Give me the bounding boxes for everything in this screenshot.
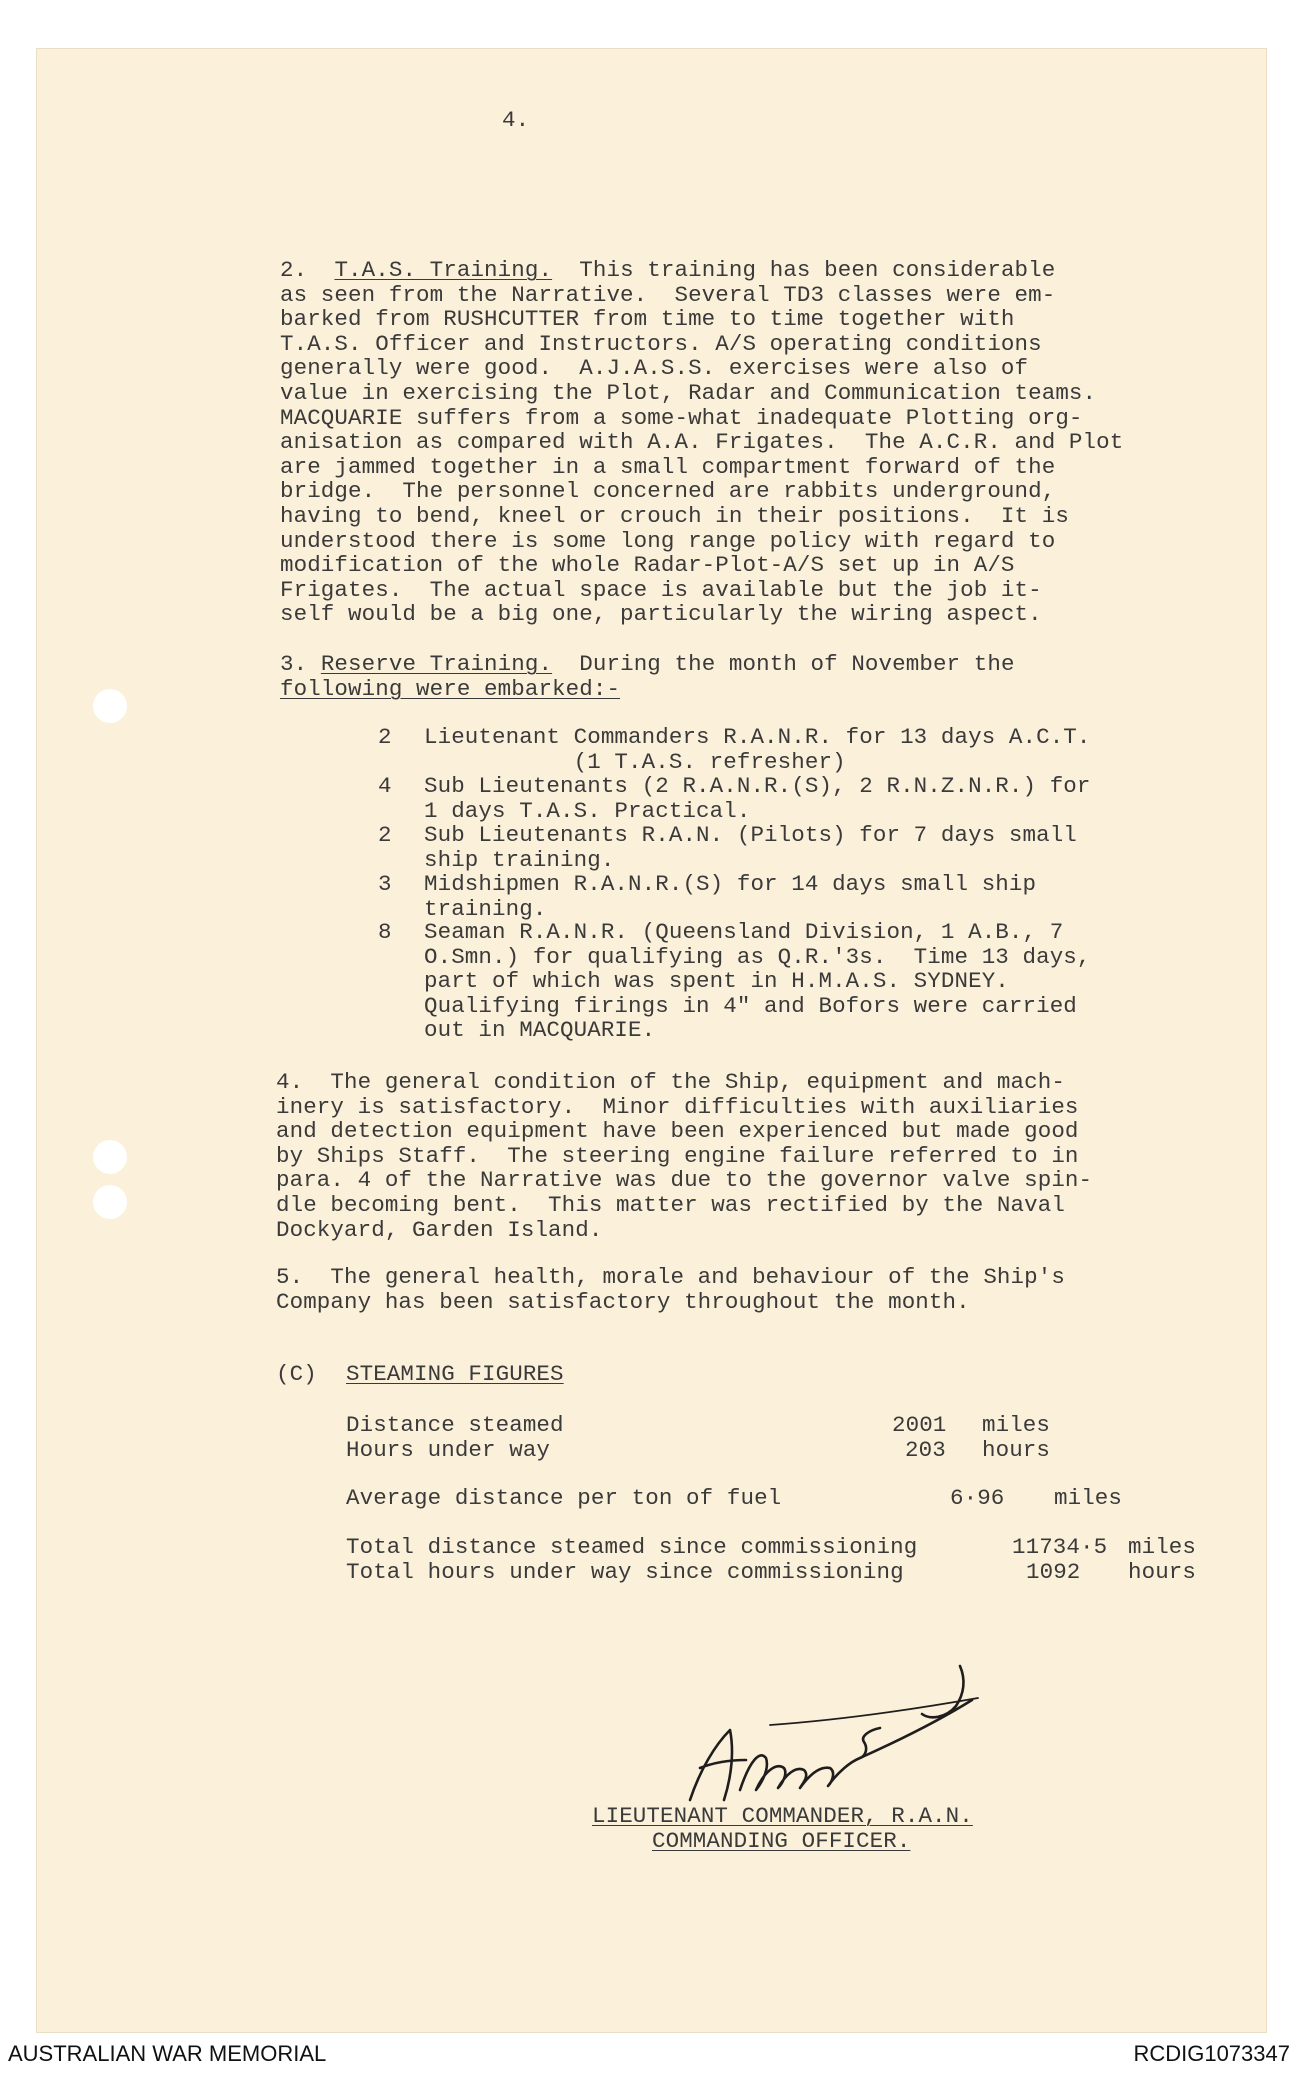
para2-number: 2. (280, 257, 308, 283)
para3-first-line (280, 652, 1015, 677)
steaming-row-unit: hours (1128, 1558, 1197, 1585)
para5-line: Company has been satisfactory throughout the month. (276, 1288, 970, 1315)
steaming-row-label: Hours under way (346, 1436, 551, 1463)
page-number: 4. (502, 107, 530, 133)
steaming-row-label: Average distance per ton of fuel (346, 1485, 782, 1511)
item-line: out in MACQUARIE. (424, 1017, 656, 1044)
para2-body (280, 283, 1123, 627)
steaming-row-unit: miles (1128, 1534, 1197, 1560)
item-count: 2 (378, 724, 392, 750)
para4-line: Dockyard, Garden Island. (276, 1216, 603, 1243)
steaming-row-label: Total distance steamed since commissioning (346, 1534, 918, 1560)
para3-first-line-text: During the month of November the (552, 651, 1015, 677)
item-line: 1 days T.A.S. Practical. (424, 797, 751, 824)
para2-line: generally were good. A.J.A.S.S. exercises were also of (280, 355, 1029, 382)
footer-left: AUSTRALIAN WAR MEMORIAL (8, 2041, 327, 2066)
para3-line2: following were embarked:- (280, 675, 621, 702)
steaming-row-unit: miles (982, 1412, 1051, 1438)
para3-heading: Reserve Training. (320, 651, 553, 677)
para2-heading: T.A.S. Training. (334, 257, 553, 283)
handwritten-signature (660, 1650, 990, 1820)
para2-line: understood there is some long range policy with regard to (280, 527, 1056, 554)
para2-line: as seen from the Narrative. Several TD3 classes were em- (280, 281, 1056, 308)
steaming-row-unit: hours (982, 1436, 1051, 1463)
para5-line: 5. The general health, morale and behaviour of the Ship's (276, 1264, 1065, 1290)
section-label: (C) (276, 1361, 317, 1387)
para4-line: para. 4 of the Narrative was due to the governor valve spin- (276, 1167, 1093, 1194)
para2-line: T.A.S. Officer and Instructors. A/S operating conditions (280, 330, 1042, 357)
para2-line: modification of the whole Radar-Plot-A/S set up in A/S (280, 552, 1015, 579)
signature-rank: LIEUTENANT COMMANDER, R.A.N. (592, 1803, 973, 1829)
item-line: (1 T.A.S. refresher) (424, 748, 846, 775)
item-line: O.Smn.) for qualifying as Q.R.'3s. Time 13 days, (424, 943, 1091, 970)
steaming-row-value: 11734·5 (1012, 1534, 1108, 1560)
para4-line: inery is satisfactory. Minor difficulties with auxiliaries (276, 1093, 1079, 1120)
para2-line: value in exercising the Plot, Radar and Communication teams. (280, 379, 1097, 406)
steaming-row-value: 6·96 (950, 1485, 1005, 1511)
para4-line: by Ships Staff. The steering engine failure referred to in (276, 1142, 1079, 1169)
steaming-row-unit: miles (1054, 1485, 1123, 1511)
item-count: 8 (378, 919, 392, 945)
item-line: part of which was spent in H.M.A.S. SYDNEY. (424, 968, 1009, 995)
para2-line: are jammed together in a small compartment forward of the (280, 453, 1056, 480)
para4-line: 4. The general condition of the Ship, equipment and mach- (276, 1069, 1065, 1095)
item-count: 3 (378, 871, 392, 897)
item-count: 4 (378, 773, 392, 799)
item-line: Qualifying firings in 4" and Bofors were carried (424, 992, 1077, 1019)
signature-role: COMMANDING OFFICER. (652, 1827, 911, 1854)
item-line: Lieutenant Commanders R.A.N.R. for 13 days A.C.T. (424, 724, 1091, 750)
steaming-row-value: 2001 (892, 1412, 947, 1438)
para2-line: bridge. The personnel concerned are rabbits underground, (280, 478, 1056, 505)
punch-hole (93, 689, 127, 723)
steaming-heading: STEAMING FIGURES (346, 1361, 564, 1387)
steaming-row-label: Total hours under way since commissioning (346, 1558, 904, 1585)
para4-body (276, 1070, 1092, 1242)
para2-line: having to bend, kneel or crouch in their positions. It is (280, 502, 1069, 529)
item-line: Sub Lieutenants R.A.N. (Pilots) for 7 days small (424, 822, 1077, 848)
footer-right: RCDIG1073347 (1133, 2041, 1290, 2066)
item-count: 2 (378, 822, 392, 848)
item-line: Seaman R.A.N.R. (Queensland Division, 1 A.B., 7 (424, 919, 1064, 945)
para2-line: self would be a big one, particularly the wiring aspect. (280, 601, 1042, 628)
para2-line: anisation as compared with A.A. Frigates. The A.C.R. and Plot (280, 429, 1124, 456)
item-line: Midshipmen R.A.N.R.(S) for 14 days small ship (424, 871, 1037, 897)
steaming-row-value: 203 (905, 1436, 946, 1463)
para2-line: barked from RUSHCUTTER from time to time together with (280, 306, 1015, 333)
para3-number: 3. (280, 651, 308, 677)
item-line: ship training. (424, 846, 615, 873)
para2-line: Frigates. The actual space is available but the job it- (280, 576, 1042, 603)
steaming-row-label: Distance steamed (346, 1412, 564, 1438)
para2-line: MACQUARIE suffers from a some-what inadequate Plotting org- (280, 404, 1083, 431)
para4-line: dle becoming bent. This matter was rectified by the Naval (276, 1191, 1065, 1218)
para5-body (276, 1265, 1065, 1314)
para2-first-line-text: This training has been considerable (552, 257, 1056, 283)
para4-line: and detection equipment have been experienced but made good (276, 1118, 1079, 1145)
item-line: Sub Lieutenants (2 R.A.N.R.(S), 2 R.N.Z.N.R.) for (424, 773, 1091, 799)
punch-hole (93, 1185, 127, 1219)
item-line: training. (424, 895, 547, 922)
steaming-row-value: 1092 (1026, 1558, 1081, 1585)
punch-hole (93, 1140, 127, 1174)
para2-first-line (280, 258, 1055, 283)
